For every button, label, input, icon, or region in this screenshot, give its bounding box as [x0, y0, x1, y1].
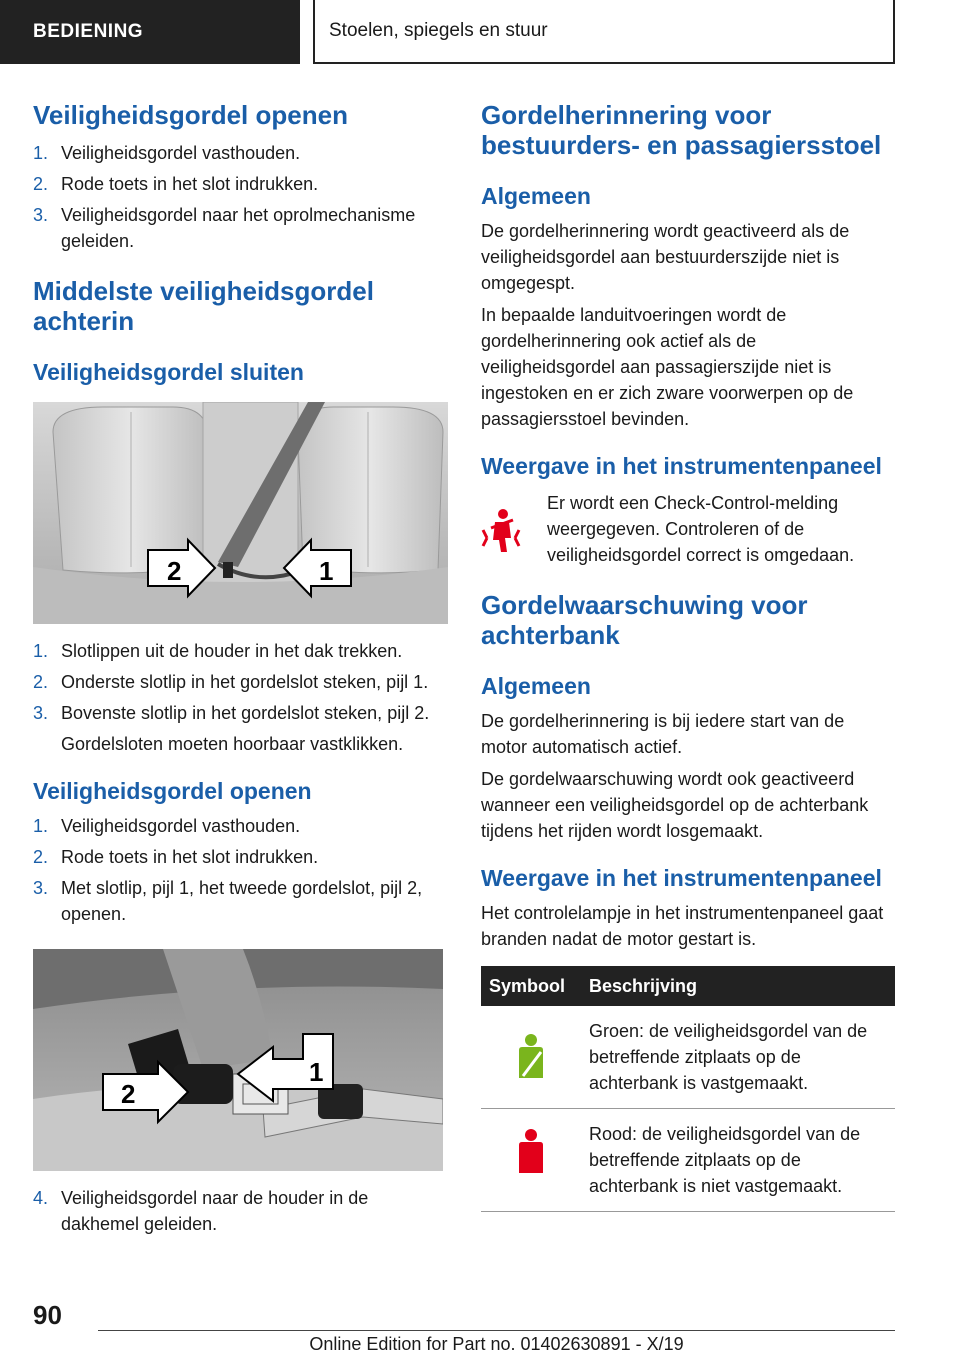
paragraph: In bepaalde landuitvoeringen wordt de gordelherinnering ook actief als de veiligheidsgordel aan passagierszijde niet is ingestoken en er zich zware voorwerpen op de passagiersstoel bevinden.: [481, 305, 854, 429]
list-item: 1. Veiligheidsgordel vasthouden.: [33, 816, 301, 836]
heading-rear-warning: Gordelwaarschuwing voor achterbank: [481, 590, 808, 650]
symbol-cell: [481, 1109, 581, 1212]
symbol-cell: [481, 1006, 581, 1109]
subheading-general: Algemeen: [481, 673, 591, 699]
description-cell: Groen: de veiligheidsgordel van de betreffende zitplaats op de achterbank is vastgemaakt.: [581, 1006, 895, 1109]
section-tab: BEDIENING: [0, 0, 300, 64]
arrow-label-1: 1: [319, 556, 334, 586]
footer-divider: [98, 1330, 895, 1331]
heading-belt-reminder: Gordelherinnering voor bestuurders- en passagiersstoel: [481, 100, 882, 160]
seat-belt-fastened-icon: [513, 1062, 549, 1082]
symbol-table: [481, 966, 895, 1212]
figure-buckle-detail: [33, 949, 443, 1171]
list-item: 3. Veiligheidsgordel naar het oprolmechanisme geleiden.: [33, 205, 416, 251]
paragraph: De gordelherinnering is bij iedere start van de motor automatisch actief.: [481, 711, 845, 757]
subheading-belt-open: Veiligheidsgordel openen: [33, 778, 312, 804]
list-item: 3. Met slotlip, pijl 1, het tweede gordelslot, pijl 2, openen.: [33, 878, 423, 924]
description-cell: Rood: de veiligheidsgordel van de betreffende zitplaats op de achterbank is niet vastgemaakt.: [581, 1109, 895, 1212]
arrow-label-2: 2: [167, 556, 182, 586]
paragraph: De gordelwaarschuwing wordt ook geactiveerd wanneer een veiligheidsgordel op de achterbank tijdens het rijden wordt losgemaakt.: [481, 769, 869, 841]
heading-belt-open: Veiligheidsgordel openen: [33, 100, 348, 130]
buckle-illustration: [33, 949, 443, 1171]
table-row: [481, 1006, 895, 1109]
subheading-display: Weergave in het instrumentenpaneel: [481, 453, 882, 479]
subheading-belt-close: Veiligheidsgordel sluiten: [33, 359, 304, 385]
list-item: 3. Bovenste slotlip in het gordelslot steken, pijl 2.: [33, 703, 430, 723]
steps-belt-stow: [33, 1185, 448, 1237]
chapter-title: Stoelen, spiegels en stuur: [313, 0, 895, 64]
table-header-row: [481, 966, 895, 1006]
footer-edition: Online Edition for Part no. 01402630891 - X/19: [309, 1334, 684, 1354]
paragraph: Er wordt een Check-Control-melding weergegeven. Controleren of de veiligheidsgordel correct is omgedaan.: [547, 493, 855, 565]
list-item: 2. Rode toets in het slot indrukken.: [33, 174, 319, 194]
figure-rear-seat-belt: [33, 402, 448, 624]
seat-unfastened-icon: [513, 1157, 549, 1177]
list-item: 2. Rode toets in het slot indrukken.: [33, 847, 319, 867]
heading-middle-belt: Middelste veiligheidsgordel achterin: [33, 276, 374, 336]
right-column: [481, 100, 895, 1212]
table-header-symbol: Symbool: [481, 966, 581, 1006]
subheading-general: Algemeen: [481, 183, 591, 209]
page-number: 90: [33, 1300, 62, 1330]
paragraph: De gordelherinnering wordt geactiveerd als de veiligheidsgordel aan bestuurderszijde niet is omgegespt.: [481, 221, 850, 293]
rear-seat-illustration: [33, 402, 448, 624]
note-click: Gordelsloten moeten hoorbaar vastklikken.: [61, 734, 404, 754]
seat-belt-warning-icon: [481, 508, 521, 561]
list-item: 4. Veiligheidsgordel naar de houder in de dakhemel geleiden.: [33, 1188, 369, 1234]
list-item: 1. Slotlippen uit de houder in het dak trekken.: [33, 641, 403, 661]
subheading-display: Weergave in het instrumentenpaneel: [481, 865, 882, 891]
check-control-block: [481, 490, 895, 568]
table-header-description: Beschrijving: [581, 966, 895, 1006]
steps-belt-open-2: [33, 813, 448, 927]
left-column: [33, 100, 448, 1237]
paragraph: Het controlelampje in het instrumentenpaneel gaat branden nadat de motor gestart is.: [481, 903, 884, 949]
steps-belt-close: [33, 638, 448, 726]
steps-belt-open: [33, 140, 448, 254]
table-row: [481, 1109, 895, 1212]
list-item: 1. Veiligheidsgordel vasthouden.: [33, 143, 301, 163]
list-item: 2. Onderste slotlip in het gordelslot steken, pijl 1.: [33, 672, 429, 692]
arrow-label-2: 2: [121, 1079, 136, 1109]
arrow-label-1: 1: [309, 1057, 324, 1087]
